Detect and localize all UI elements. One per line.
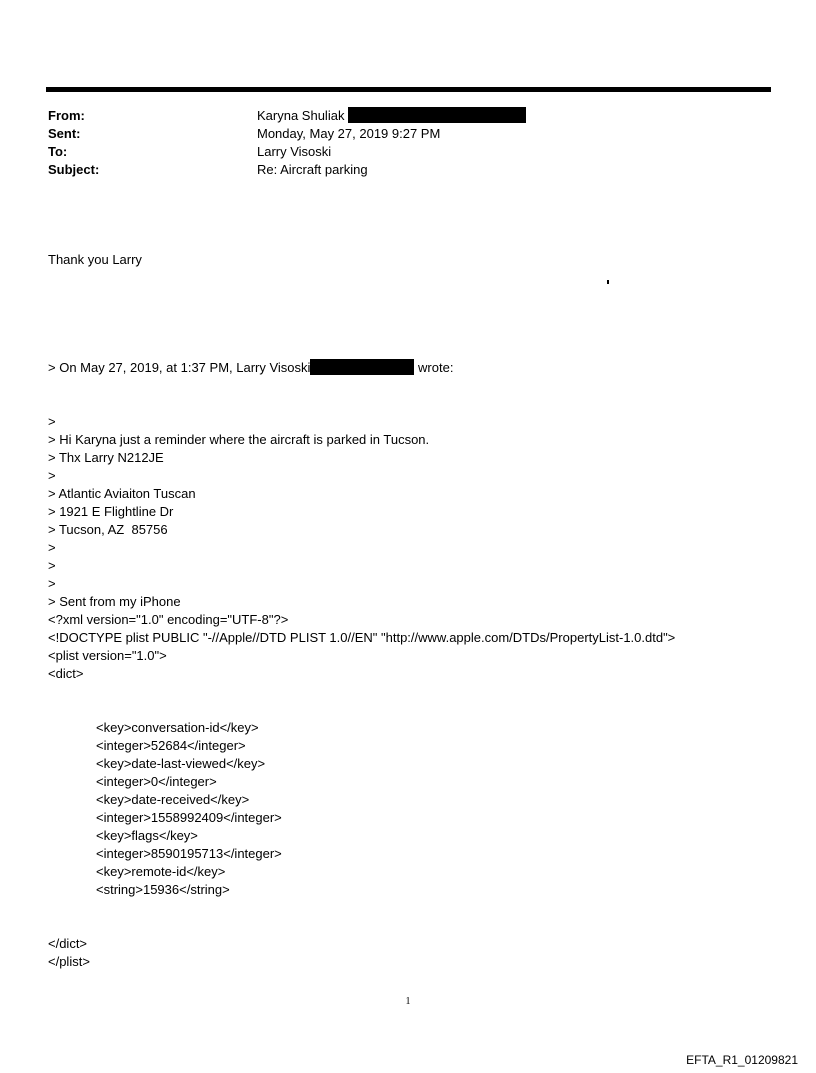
plist-line: <key>date-received</key> [96,792,250,807]
plist-line: <string>15936</string> [96,882,230,897]
redaction-box [310,359,414,375]
bates-number: EFTA_R1_01209821 [686,1053,798,1067]
body-line: > [48,540,56,555]
plist-line: <key>flags</key> [96,828,198,843]
plist-line: <key>date-last-viewed</key> [96,756,266,771]
from-label: From: [48,108,85,123]
body-line: > Hi Karyna just a reminder where the aircraft is parked in Tucson. [48,432,430,447]
subject-label: Subject: [48,162,100,177]
body-line: <!DOCTYPE plist PUBLIC "-//Apple//DTD PLIST 1.0//EN" "http://www.apple.com/DTDs/PropertyList-1.0.dtd"> [48,630,676,645]
scan-artifact [607,280,609,284]
greeting-line: Thank you Larry [48,252,142,267]
sent-label: Sent: [48,126,81,141]
quote-header-prefix: > On May 27, 2019, at 1:37 PM, Larry Visoski [48,360,311,375]
plist-line: <key>conversation-id</key> [96,720,259,735]
body-line: > [48,414,56,429]
body-line: > Sent from my iPhone [48,594,181,609]
body-line: > [48,576,56,591]
body-line: > Atlantic Aviaiton Tuscan [48,486,196,501]
plist-line: </plist> [48,954,90,969]
message-body [48,215,675,989]
quote-header-suffix: wrote: [414,360,454,375]
from-name: Karyna Shuliak [257,108,345,123]
plist-line: <integer>52684</integer> [96,738,246,753]
plist-closing-lines [48,935,675,971]
plist-line: <key>remote-id</key> [96,864,226,879]
from-value [257,107,526,125]
plist-line: <integer>1558992409</integer> [96,810,282,825]
to-value: Larry Visoski [257,144,332,159]
body-line: > Tucson, AZ 85756 [48,522,168,537]
header-rule [46,87,771,92]
redaction-box [348,107,526,123]
body-line: > [48,558,56,573]
plist-line: <integer>8590195713</integer> [96,846,282,861]
plist-line: <integer>0</integer> [96,774,217,789]
plist-dict-entries [48,719,675,899]
subject-value: Re: Aircraft parking [257,162,368,177]
to-label: To: [48,144,68,159]
page-number: 1 [405,996,411,1007]
quoted-lines [48,413,675,683]
plist-line: </dict> [48,936,88,951]
quote-header-line [48,359,675,377]
body-line: <?xml version="1.0" encoding="UTF-8"?> [48,612,289,627]
body-line: > [48,468,56,483]
blank-line [48,305,675,323]
body-line: <dict> [48,666,84,681]
sent-value: Monday, May 27, 2019 9:27 PM [257,126,441,141]
body-line: > 1921 E Flightline Dr [48,504,174,519]
body-line: > Thx Larry N212JE [48,450,164,465]
body-line: <plist version="1.0"> [48,648,167,663]
